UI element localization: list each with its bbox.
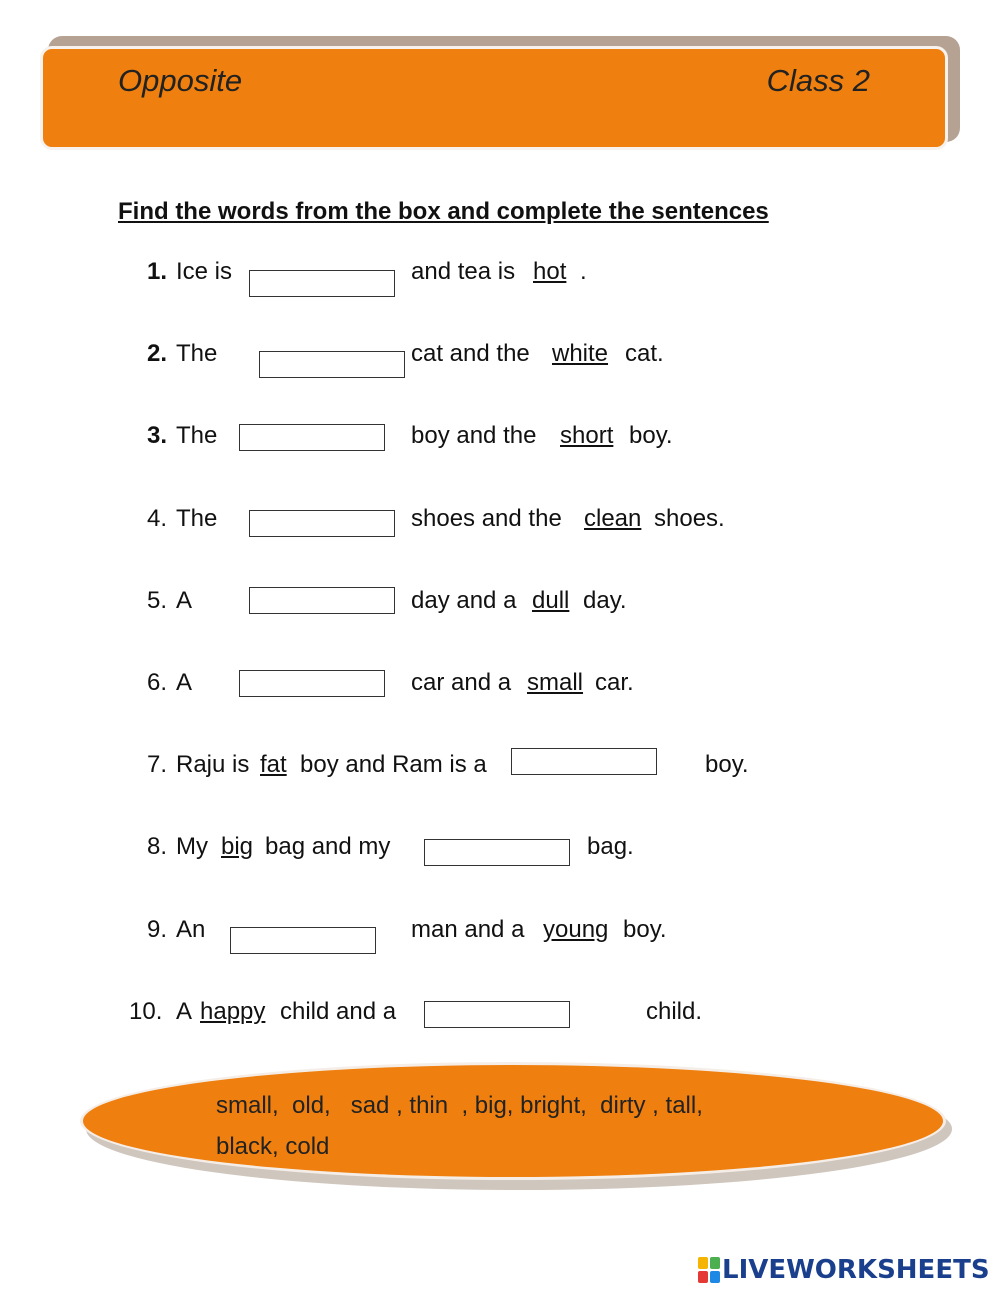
answer-input-6[interactable] (239, 670, 385, 697)
sentence-text-start: The (176, 422, 218, 449)
answer-input-9[interactable] (230, 927, 376, 954)
sentence-number: 3. (147, 422, 168, 449)
underlined-word: clean (584, 505, 642, 532)
header-banner (40, 46, 948, 150)
underlined-word: hot (533, 258, 567, 285)
answer-input-8[interactable] (424, 839, 570, 866)
answer-input-3[interactable] (239, 424, 385, 451)
sentence-text-middle: child and a (280, 998, 397, 1025)
sentence-number: 10. (129, 998, 163, 1025)
sentence-text-start: The (176, 340, 218, 367)
underlined-word: white (552, 340, 609, 367)
answer-input-1[interactable] (249, 270, 395, 297)
sentence-text-end: cat. (625, 340, 664, 367)
word-list-line-2: black, cold (216, 1133, 330, 1160)
sentence-number: 5. (147, 587, 168, 614)
sentence-number: 2. (147, 340, 168, 367)
sentence-text-middle: cat and the (411, 340, 530, 367)
answer-input-7[interactable] (511, 748, 657, 775)
sentence-text-end: boy. (629, 422, 673, 449)
underlined-word: big (221, 833, 254, 860)
sentence-number: 6. (147, 669, 168, 696)
sentence-text-end: boy. (705, 751, 749, 778)
class-label: Class 2 (766, 63, 870, 98)
answer-input-4[interactable] (249, 510, 395, 537)
underlined-word: dull (532, 587, 570, 614)
sentence-text-end: child. (646, 998, 703, 1025)
word-box (80, 1062, 946, 1180)
sentence-text-middle: boy and the (411, 422, 537, 449)
sentence-text-end: car. (595, 669, 634, 696)
instruction-heading: Find the words from the box and complete the sentences (118, 198, 769, 225)
sentence-text-middle: man and a (411, 916, 525, 943)
answer-input-5[interactable] (249, 587, 395, 614)
underlined-word: small (527, 669, 584, 696)
underlined-word: young (543, 916, 609, 943)
liveworksheets-logo (698, 1253, 990, 1287)
underlined-word: fat (260, 751, 287, 778)
sentence-text-middle: bag and my (265, 833, 391, 860)
sentence-text-middle: car and a (411, 669, 512, 696)
sentence-text-end: shoes. (654, 505, 725, 532)
sentence-text-start: Ice is (176, 258, 233, 285)
sentence-number: 9. (147, 916, 168, 943)
logo-text: LIVEWORKSHEETS (722, 1255, 990, 1285)
sentence-number: 7. (147, 751, 168, 778)
sentence-text-end: bag. (587, 833, 634, 860)
sentence-number: 1. (147, 258, 168, 285)
underlined-word: happy (200, 998, 266, 1025)
sentence-text-middle: shoes and the (411, 505, 562, 532)
answer-input-10[interactable] (424, 1001, 570, 1028)
word-list-line-1: small, old, sad , thin , big, bright, dirty , tall, (216, 1092, 703, 1119)
sentence-text-end: boy. (623, 916, 667, 943)
worksheet-title: Opposite (118, 63, 243, 98)
sentence-number: 8. (147, 833, 168, 860)
sentence-text-start: A (176, 998, 193, 1025)
sentence-text-start: Raju is (176, 751, 250, 778)
sentence-text-end: . (580, 258, 587, 285)
sentence-text-start: An (176, 916, 206, 943)
sentence-text-middle: day and a (411, 587, 517, 614)
answer-input-2[interactable] (259, 351, 405, 378)
logo-blocks-icon (698, 1257, 720, 1283)
sentence-text-end: day. (583, 587, 627, 614)
sentence-number: 4. (147, 505, 168, 532)
sentence-text-middle: boy and Ram is a (300, 751, 487, 778)
underlined-word: short (560, 422, 614, 449)
sentence-text-middle: and tea is (411, 258, 516, 285)
sentence-text-start: The (176, 505, 218, 532)
sentence-text-start: A (176, 669, 193, 696)
sentence-text-start: My (176, 833, 208, 860)
sentence-text-start: A (176, 587, 193, 614)
